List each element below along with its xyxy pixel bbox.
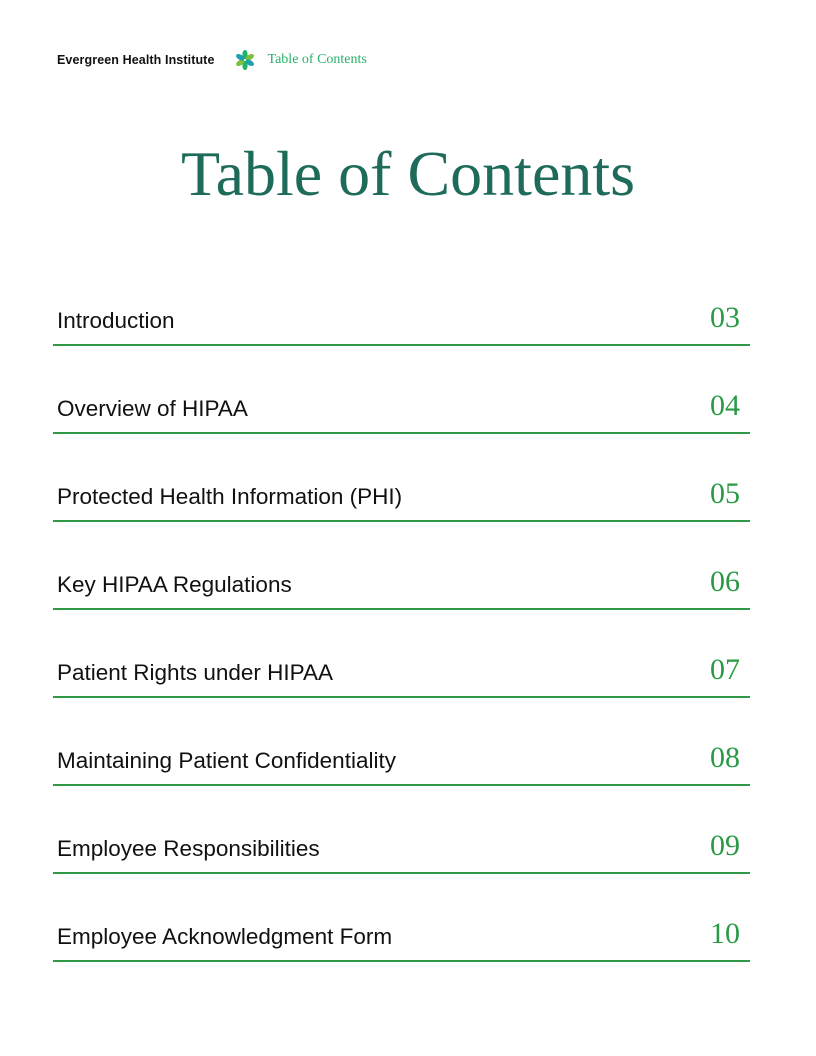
toc-entry-page: 05 [710,477,740,510]
toc-entry-page: 10 [710,917,740,950]
toc-entry[interactable] [53,874,750,962]
toc-entry-title: Employee Responsibilities [57,836,320,861]
asterisk-flower-icon [234,49,256,71]
toc-entry[interactable] [53,346,750,434]
toc-entry-page: 06 [710,565,740,598]
toc-entry-title: Introduction [57,308,175,333]
toc-entry-title: Employee Acknowledgment Form [57,924,393,949]
toc-entry[interactable] [53,698,750,786]
toc-entry[interactable] [53,522,750,610]
header-section-label: Table of Contents [267,52,367,67]
toc-entry-page: 07 [710,653,740,686]
toc-entry-page: 08 [710,741,740,774]
page-header [57,48,367,72]
toc-entry-title: Key HIPAA Regulations [57,572,292,597]
toc-entry-page: 04 [710,389,740,422]
toc-entry-title: Protected Health Information (PHI) [57,484,403,509]
toc-entry-title: Overview of HIPAA [57,396,248,421]
page-title: Table of Contents [180,138,636,209]
toc-entry-title: Patient Rights under HIPAA [57,660,333,685]
toc-entry[interactable] [53,258,750,346]
toc-entry-page: 03 [710,301,740,334]
toc-entry-page: 09 [710,829,740,862]
toc-entry-title: Maintaining Patient Confidentiality [57,748,396,773]
toc-entry[interactable] [53,610,750,698]
toc-entry[interactable] [53,786,750,874]
toc-entry[interactable] [53,434,750,522]
org-name: Evergreen Health Institute [57,53,215,67]
toc-list [53,258,750,962]
